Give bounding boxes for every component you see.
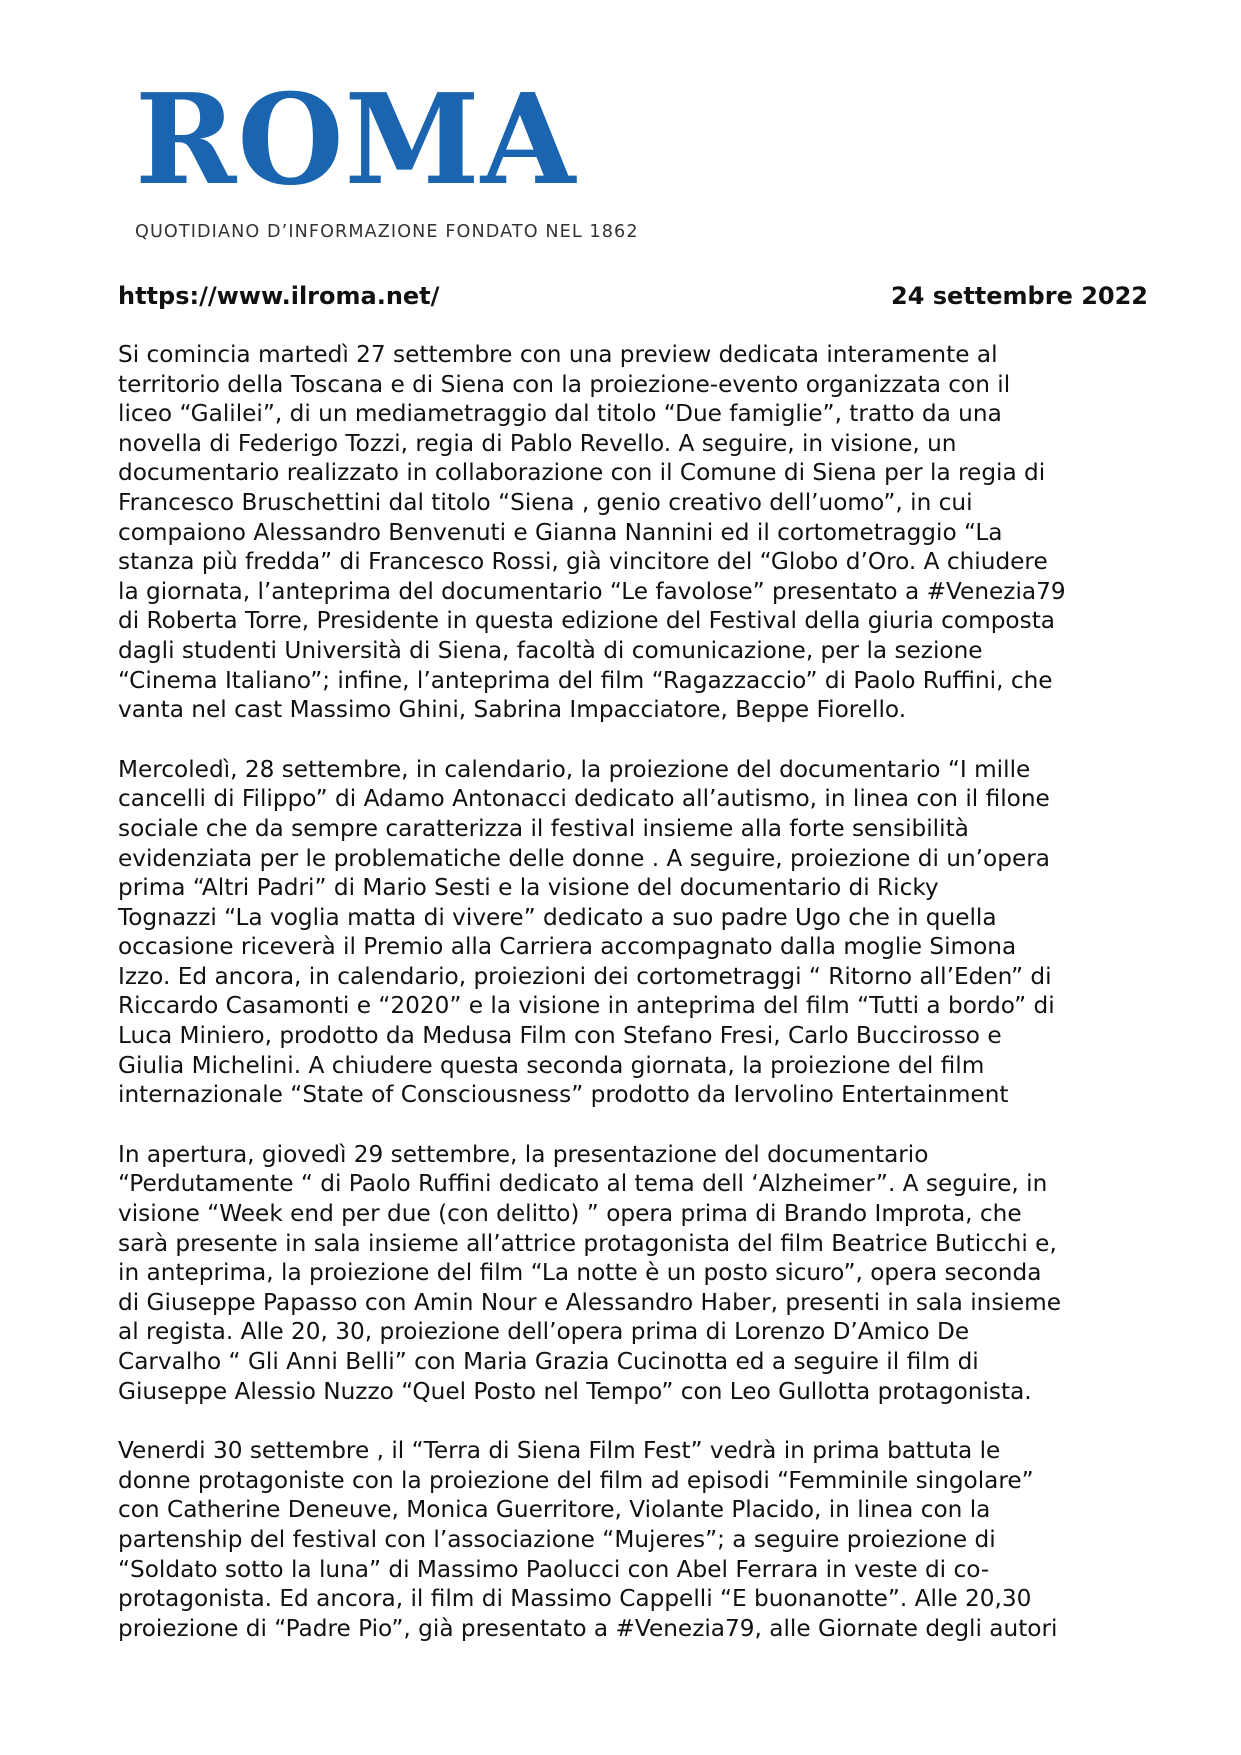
paragraph-friday: Venerdi 30 settembre , il “Terra di Siena Film Fest” vedrà in prima battuta le donne protagoniste con la proiezione del film ad episodi “Femminile singolare” con Catherine Deneuve, Monica Guerritore, Violante Placido, in linea con la partenship del festival con l’associazione “Mujeres”; a seguire proiezione di “Soldato sotto la luna” di Massimo Paolucci con Abel Ferrara in veste di co- protagonista. Ed ancora, il film di Massimo Cappelli “E buonanotte”. Alle 20,30 proiezione di “Padre Pio”, già presentato a #Venezia79, alle Giornate degli autori xyxy=(118,1437,1058,1642)
article-body xyxy=(118,340,1158,1673)
newspaper-logo: ROMA xyxy=(135,65,577,213)
paragraph-tuesday: Si comincia martedì 27 settembre con una preview dedicata interamente al territorio della Toscana e di Siena con la proiezione-evento organizzata con il liceo “Galilei”, di un mediametraggio dal titolo “Due famiglie”, tratto da una novella di Federigo Tozzi, regia di Pablo Revello. A seguire, in visione, un documentario realizzato in collaborazione con il Comune di Siena per la regia di Francesco Bruschettini dal titolo “Siena , genio creativo dell’uomo”, in cui compaiono Alessandro Benvenuti e Gianna Nannini ed il cortometraggio “La stanza più fredda” di Francesco Rossi, già vincitore del “Globo d’Oro. A chiudere la giornata, l’anteprima del documentario “Le favolose” presentato a #Venezia79 di Roberta Torre, Presidente in questa edizione del Festival della giuria composta dagli studenti Università di Siena, facoltà di comunicazione, per la sezione “Cinema Italiano”; infine, l’anteprima del film “Ragazzaccio” di Paolo Ruffini, che vanta nel cast Massimo Ghini, Sabrina Impacciatore, Beppe Fiorello. xyxy=(118,341,1066,724)
paragraph-thursday: In apertura, giovedì 29 settembre, la presentazione del documentario “Perdutamente “ di Paolo Ruffini dedicato al tema dell ‘Alzheimer”. A seguire, in visione “Week end per due (con delitto) ” opera prima di Brando Improta, che sarà presente in sala insieme all’attrice protagonista del film Beatrice Buticchi e, in anteprima, la proiezione del film “La notte è un posto sicuro”, opera seconda di Giuseppe Papasso con Amin Nour e Alessandro Haber, presenti in sala insieme al regista. Alle 20, 30, proiezione dell’opera prima di Lorenzo D’Amico De Carvalho “ Gli Anni Belli” con Maria Grazia Cucinotta ed a seguire il film di Giuseppe Alessio Nuzzo “Quel Posto nel Tempo” con Leo Gullotta protagonista. xyxy=(118,1140,1061,1405)
newspaper-tagline: QUOTIDIANO D’INFORMAZIONE FONDATO NEL 1862 xyxy=(135,222,639,242)
paragraph-wednesday: Mercoledì, 28 settembre, in calendario, la proiezione del documentario “I mille cancelli di Filippo” di Adamo Antonacci dedicato all’autismo, in linea con il filone sociale che da sempre caratterizza il festival insieme alla forte sensibilità evidenziata per le problematiche delle donne . A seguire, proiezione di un’opera prima “Altri Padri” di Mario Sesti e la visione del documentario di Ricky Tognazzi “La voglia matta di vivere” dedicato a suo padre Ugo che in quella occasione riceverà il Premio alla Carriera accompagnato dalla moglie Simona Izzo. Ed ancora, in calendario, proiezioni dei cortometraggi “ Ritorno all’Eden” di Riccardo Casamonti e “2020” e la visione in anteprima del film “Tutti a bordo” di Luca Miniero, prodotto da Medusa Film con Stefano Fresi, Carlo Buccirosso e Giulia Michelini. A chiudere questa seconda giornata, la proiezione del film internazionale “State of Consciousness” prodotto da Iervolino Entertainment xyxy=(118,755,1055,1109)
article-date: 24 settembre 2022 xyxy=(891,282,1148,310)
article-meta xyxy=(118,282,1148,310)
source-url: https://www.ilroma.net/ xyxy=(118,282,440,310)
masthead xyxy=(135,65,775,242)
